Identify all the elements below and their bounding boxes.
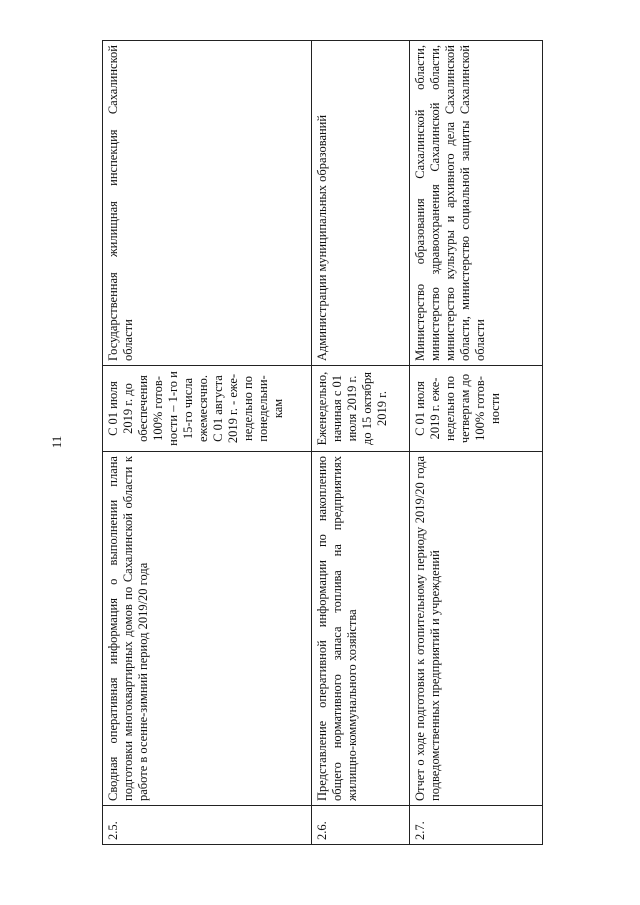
row-responsible: Государственная жилищная инспекция Сахалинской области xyxy=(103,41,311,366)
plan-table xyxy=(102,40,543,845)
row-deadline: С 01 июля 2019 г. еже- недельно по четвергам до 100% готов- ности xyxy=(410,366,542,452)
row-deadline: Еженедельно, начиная с 01 июля 2019 г. до 15 октября 2019 г. xyxy=(312,366,409,452)
row-description: Представление оперативной информации по накоплению общего нормативного запаса топлива на предприятиях жилищно-коммунального хозяйства xyxy=(312,452,409,806)
row-deadline: С 01 июля 2019 г. до обеспечения 100% готов- ности – 1-го и 15-го числа ежемесячно. С 01 августа 2019 г. - еже- недельно по понедельни- кам xyxy=(103,366,311,452)
page-number: 11 xyxy=(49,435,64,449)
row-description: Сводная оперативная информация о выполнении плана подготовки многоквартирных домов по Сахалинской области к работе в осенне-зимний период 2019/20 года xyxy=(103,452,311,806)
row-number: 2.5. xyxy=(106,821,120,840)
row-responsible: Министерство образования Сахалинской области, министерство здравоохранения Сахалинской области, министерство культуры и архивного дела Сахалинской области, министерство социальной защиты Сахалинской области xyxy=(410,41,542,366)
table-row xyxy=(409,41,542,844)
row-number: 2.7. xyxy=(413,821,427,840)
table-row xyxy=(311,41,409,844)
table-row xyxy=(103,41,311,844)
row-number: 2.6. xyxy=(315,821,329,840)
row-description: Отчет о ходе подготовки к отопительному периоду 2019/20 года подведомственных предприятий и учреждений xyxy=(410,452,542,806)
row-responsible: Администрации муниципальных образований xyxy=(312,41,409,366)
